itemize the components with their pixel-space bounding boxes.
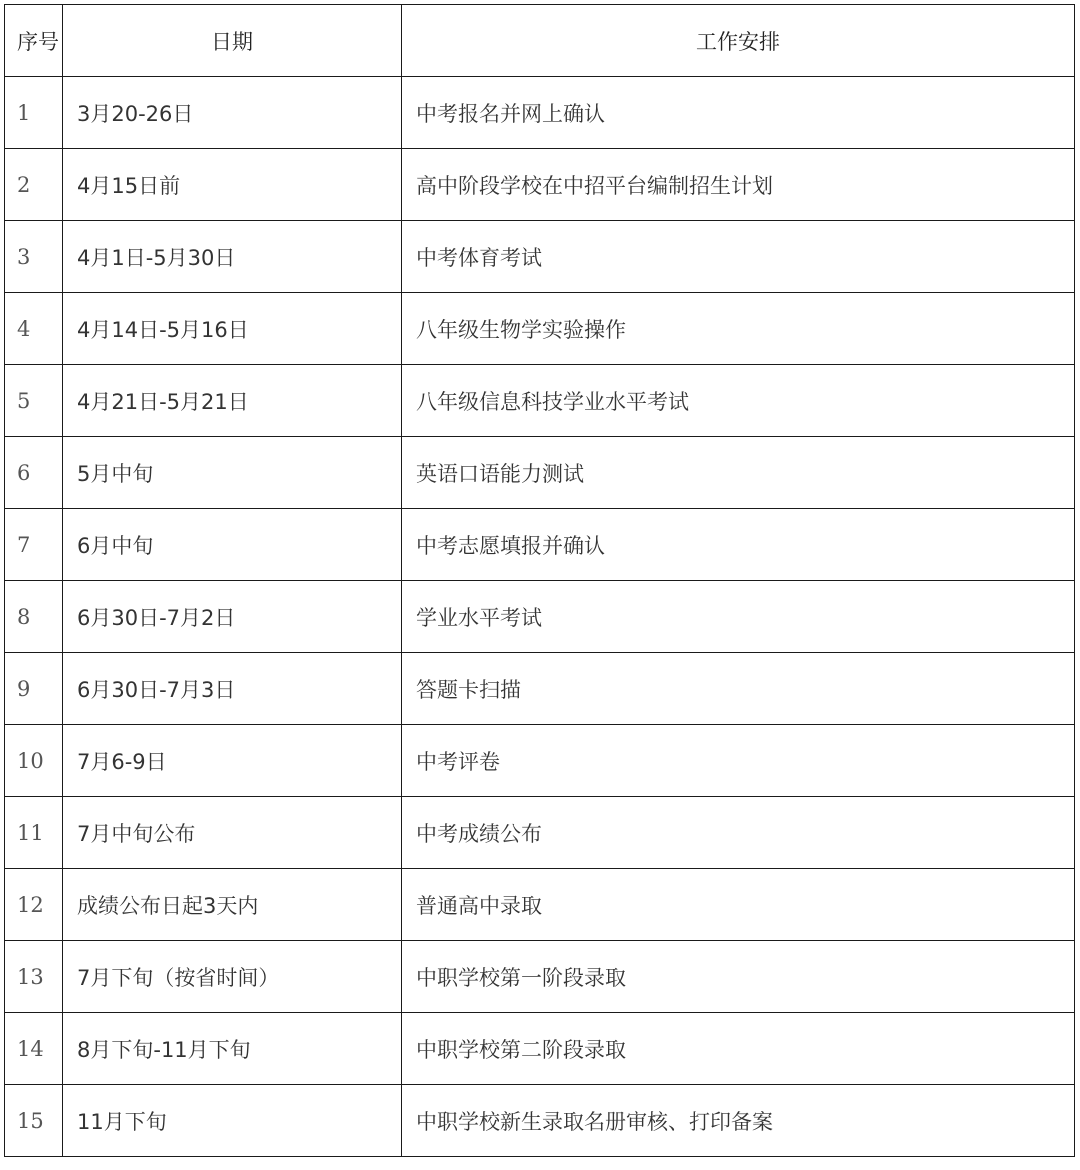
row-index: 7 — [5, 509, 63, 581]
row-index: 12 — [5, 869, 63, 941]
row-task: 中职学校第一阶段录取 — [402, 941, 1075, 1013]
row-task: 中职学校第二阶段录取 — [402, 1013, 1075, 1085]
row-index: 14 — [5, 1013, 63, 1085]
header-row — [5, 5, 1075, 77]
row-date: 成绩公布日起3天内 — [63, 869, 402, 941]
row-date: 7月6-9日 — [63, 725, 402, 797]
header-task: 工作安排 — [402, 5, 1075, 77]
table-row — [5, 437, 1075, 509]
row-index: 6 — [5, 437, 63, 509]
row-index: 2 — [5, 149, 63, 221]
table-row — [5, 509, 1075, 581]
table-row — [5, 149, 1075, 221]
row-task: 中职学校新生录取名册审核、打印备案 — [402, 1085, 1075, 1157]
header-date: 日期 — [63, 5, 402, 77]
row-task: 英语口语能力测试 — [402, 437, 1075, 509]
row-date: 6月中旬 — [63, 509, 402, 581]
row-date: 4月21日-5月21日 — [63, 365, 402, 437]
row-index: 10 — [5, 725, 63, 797]
row-index: 5 — [5, 365, 63, 437]
row-task: 八年级信息科技学业水平考试 — [402, 365, 1075, 437]
table-row — [5, 941, 1075, 1013]
row-index: 15 — [5, 1085, 63, 1157]
row-task: 中考志愿填报并确认 — [402, 509, 1075, 581]
table-row — [5, 221, 1075, 293]
row-date: 4月1日-5月30日 — [63, 221, 402, 293]
header-index: 序号 — [5, 5, 63, 77]
table-row — [5, 869, 1075, 941]
table-row — [5, 725, 1075, 797]
table-body — [5, 77, 1075, 1157]
row-index: 8 — [5, 581, 63, 653]
schedule-table — [4, 4, 1075, 1157]
table-row — [5, 581, 1075, 653]
row-date: 4月14日-5月16日 — [63, 293, 402, 365]
table-row — [5, 797, 1075, 869]
row-task: 学业水平考试 — [402, 581, 1075, 653]
row-task: 八年级生物学实验操作 — [402, 293, 1075, 365]
table-row — [5, 653, 1075, 725]
row-date: 7月中旬公布 — [63, 797, 402, 869]
row-date: 6月30日-7月2日 — [63, 581, 402, 653]
table-row — [5, 77, 1075, 149]
table-row — [5, 1085, 1075, 1157]
table-row — [5, 293, 1075, 365]
table-row — [5, 1013, 1075, 1085]
row-task: 高中阶段学校在中招平台编制招生计划 — [402, 149, 1075, 221]
table-row — [5, 365, 1075, 437]
row-date: 11月下旬 — [63, 1085, 402, 1157]
row-date: 6月30日-7月3日 — [63, 653, 402, 725]
row-task: 中考成绩公布 — [402, 797, 1075, 869]
row-task: 答题卡扫描 — [402, 653, 1075, 725]
row-task: 中考体育考试 — [402, 221, 1075, 293]
table-header — [5, 5, 1075, 77]
row-date: 5月中旬 — [63, 437, 402, 509]
row-index: 1 — [5, 77, 63, 149]
row-date: 7月下旬（按省时间） — [63, 941, 402, 1013]
row-index: 13 — [5, 941, 63, 1013]
row-index: 11 — [5, 797, 63, 869]
row-task: 中考报名并网上确认 — [402, 77, 1075, 149]
row-index: 3 — [5, 221, 63, 293]
row-index: 9 — [5, 653, 63, 725]
row-task: 中考评卷 — [402, 725, 1075, 797]
row-date: 3月20-26日 — [63, 77, 402, 149]
row-date: 8月下旬-11月下旬 — [63, 1013, 402, 1085]
row-date: 4月15日前 — [63, 149, 402, 221]
row-task: 普通高中录取 — [402, 869, 1075, 941]
row-index: 4 — [5, 293, 63, 365]
